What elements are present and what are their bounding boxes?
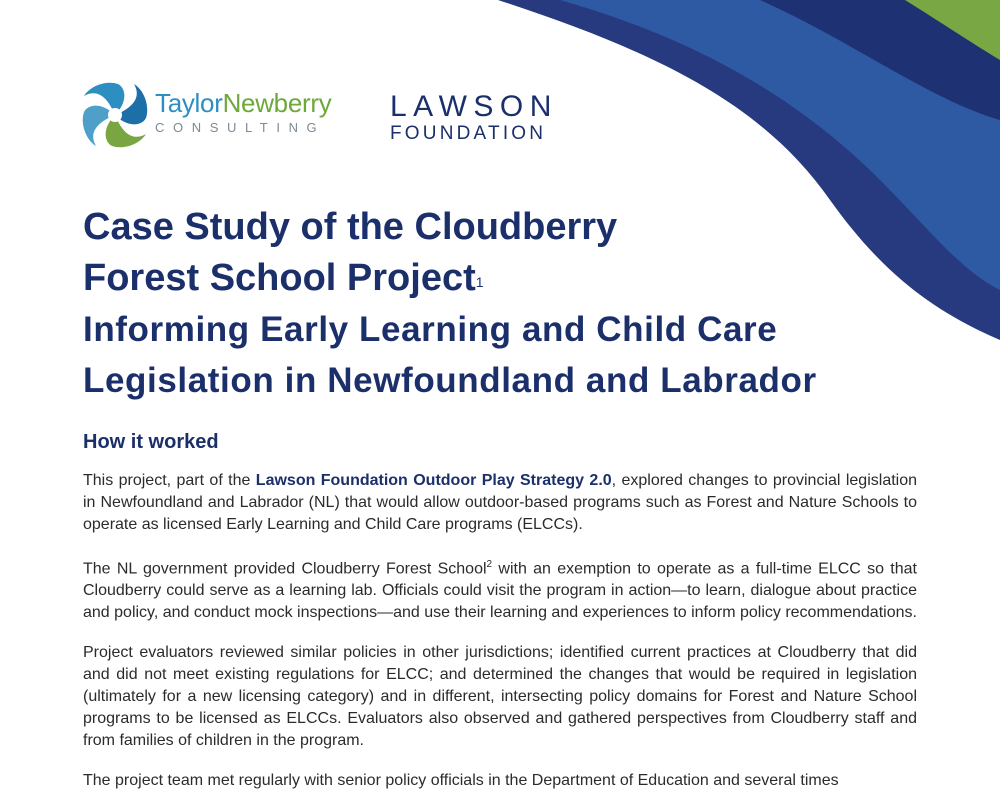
paragraph-4: The project team met regularly with senior policy officials in the Department of Education and several times <box>83 772 839 790</box>
paragraph-1: This project, part of the Lawson Foundation Outdoor Play Strategy 2.0, explored changes to provincial legislation in Newfoundland and Labrador (NL) that would allow outdoor-based programs such as Forest and Nature Schools to operate as licensed Early Learning and Child Care programs (ELCCs). <box>83 472 918 533</box>
paragraph-3: Project evaluators reviewed similar policies in other jurisdictions; identified current practices at Cloudberry that did and did not meet existing regulations for ELCC; and determined the changes that would be required in legislation (ultimately for a new licensing category) and in different, intersecting policy domains for Forest and Nature School programs to be licensed as ELCCs. Evaluators also observed and gathered perspectives from Cloudberry staff and from families of children in the program. <box>83 644 917 750</box>
title-footnote-mark[interactable]: 1 <box>475 274 484 290</box>
title-line2: Forest School Project <box>83 257 476 299</box>
subtitle-line2: Legislation in Newfoundland and Labrador <box>83 361 817 400</box>
strategy-link[interactable]: Lawson Foundation Outdoor Play Strategy 2.0 <box>255 472 612 489</box>
taylor-newberry-name: TaylorNewberry <box>155 88 332 118</box>
page-subtitle <box>83 304 963 406</box>
footnote-mark-2[interactable]: 2 <box>486 559 493 570</box>
taylor-newberry-wordmark <box>155 88 331 135</box>
lawson-line1: LAWSON <box>390 90 558 123</box>
lawson-foundation-logo <box>390 91 558 145</box>
title-line1: Case Study of the Cloudberry <box>83 206 618 248</box>
taylor-newberry-logo-icon <box>78 78 152 152</box>
section-heading: How it worked <box>83 431 219 453</box>
subtitle-line1: Informing Early Learning and Child Care <box>83 310 778 349</box>
body-text <box>83 470 917 810</box>
paragraph-2: The NL government provided Cloudberry Forest School$^2$ with an exemption to operate as a full-time ELCC so that Cloudberry could serve as a learning lab. Officials could visit the program in action—to learn, dialogue about practice and policy, and conduct mock inspections—and use their learning and experiences to inform policy recommendations. <box>83 559 917 622</box>
taylor-newberry-subtitle: CONSULTING <box>155 120 326 135</box>
lawson-line2: FOUNDATION <box>390 123 547 144</box>
page-title <box>83 202 783 304</box>
